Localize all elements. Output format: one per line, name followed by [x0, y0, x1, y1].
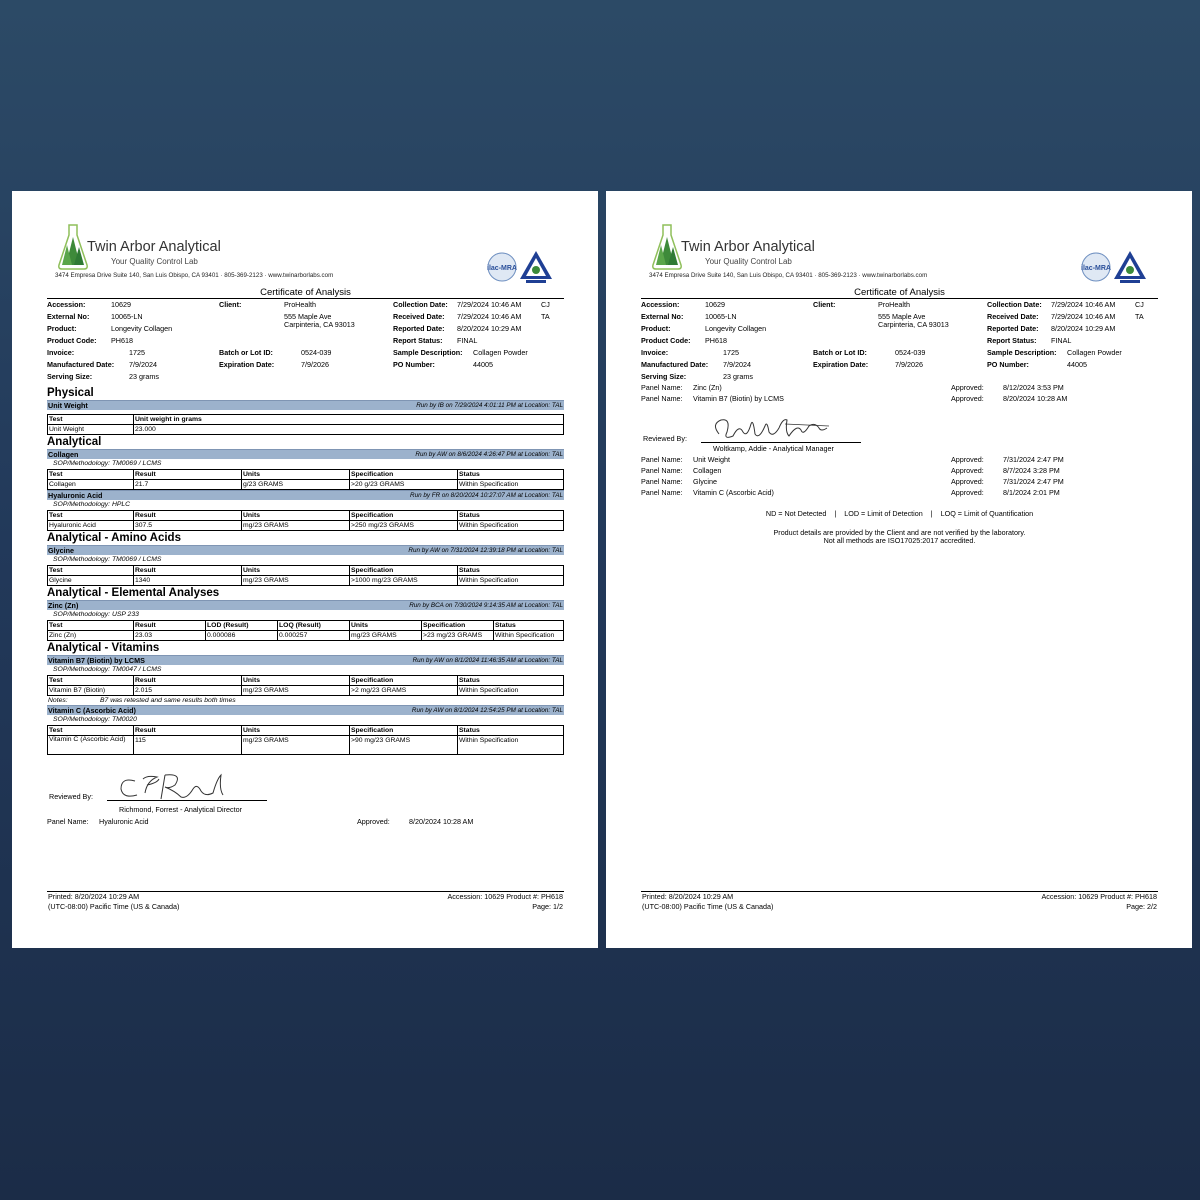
test-name: Vitamin B7 (Biotin) by LCMS	[48, 656, 145, 665]
col-header: Status	[458, 676, 564, 686]
col-header: Units	[242, 676, 350, 686]
cell: 2.015	[134, 686, 242, 696]
value: 7/9/2024	[723, 360, 751, 369]
timezone: (UTC-08:00) Pacific Time (US & Canada)	[642, 902, 774, 911]
cell: >250 mg/23 GRAMS	[350, 521, 458, 531]
test-notes	[47, 696, 564, 705]
panel-row	[641, 395, 1158, 406]
label: Received Date:	[393, 312, 445, 321]
cell: Within Specification	[458, 521, 564, 531]
sop-method: SOP/Methodology: TM0069 / LCMS	[53, 556, 162, 563]
section-physical: Physical	[47, 387, 94, 399]
col-header: Status	[458, 470, 564, 480]
table-row	[48, 521, 564, 531]
value: 8/20/2024 10:29 AM	[457, 324, 522, 333]
cell: mg/23 GRAMS	[242, 686, 350, 696]
notes-text: B7 was retested and same results both times	[100, 697, 236, 704]
approved-date: 7/31/2024 2:47 PM	[1003, 477, 1064, 486]
col-header: Test	[48, 726, 134, 736]
label: Reported Date:	[987, 324, 1039, 333]
col-header: Result	[134, 511, 242, 521]
cell: Vitamin B7 (Biotin)	[48, 686, 134, 696]
value: Carpinteria, CA 93013	[878, 320, 949, 329]
panel-label: Panel Name:	[641, 455, 683, 464]
label: Product Code:	[641, 336, 691, 345]
col-header: Units	[242, 511, 350, 521]
value: FINAL	[1051, 336, 1072, 345]
test-name: Unit Weight	[48, 401, 88, 410]
col-header: Status	[458, 566, 564, 576]
col-header: Result	[134, 470, 242, 480]
value: Longevity Collagen	[111, 324, 173, 333]
table-header	[48, 470, 564, 480]
col-header: Unit weight in grams	[134, 415, 564, 425]
cell: Hyaluronic Acid	[48, 521, 134, 531]
cell: Within Specification	[494, 631, 564, 641]
label: Batch or Lot ID:	[219, 348, 273, 357]
value: 44005	[1067, 360, 1087, 369]
label: Report Status:	[393, 336, 443, 345]
cell: >23 mg/23 GRAMS	[422, 631, 494, 641]
label: Sample Description:	[987, 348, 1057, 357]
cell: Within Specification	[458, 576, 564, 586]
cell: mg/23 GRAMS	[242, 521, 350, 531]
timezone: (UTC-08:00) Pacific Time (US & Canada)	[48, 902, 180, 911]
label: Batch or Lot ID:	[813, 348, 867, 357]
approved-label: Approved:	[951, 477, 984, 486]
value: 10629	[111, 300, 131, 309]
cell: mg/23 GRAMS	[350, 631, 422, 641]
table-row	[48, 631, 564, 641]
signature-icon	[709, 414, 839, 444]
value: 7/29/2024 10:46 AM	[457, 312, 522, 321]
reviewer-name: Woltkamp, Addie - Analytical Manager	[713, 444, 834, 453]
footer-accession: Accession: 10629 Product #: PH618	[447, 892, 563, 901]
cell: Collagen	[48, 480, 134, 490]
label: Manufactured Date:	[641, 360, 709, 369]
approved-label: Approved:	[951, 383, 984, 392]
test-bar-hyaluronic	[47, 490, 564, 500]
cell: 23.000	[134, 425, 564, 435]
label: Received Date:	[987, 312, 1039, 321]
section-amino-acids: Analytical - Amino Acids	[47, 532, 181, 544]
panel-row	[641, 489, 1158, 500]
value: 10629	[705, 300, 725, 309]
page-footer	[641, 891, 1158, 917]
reviewed-by-label: Reviewed By:	[49, 792, 93, 801]
sample-info	[641, 300, 1158, 386]
label: Manufactured Date:	[47, 360, 115, 369]
flask-tree-logo-icon	[651, 221, 683, 273]
coa-page-1	[12, 191, 598, 948]
cell: Within Specification	[458, 686, 564, 696]
approved-label: Approved:	[951, 466, 984, 475]
lab-header	[641, 191, 1158, 291]
lab-header	[47, 191, 564, 291]
value: TA	[541, 312, 550, 321]
value: 1725	[723, 348, 739, 357]
lab-address: 3474 Empresa Drive Suite 140, San Luis Obispo, CA 93401 · 805-369-2123 · www.twinarborlabs.com	[649, 272, 928, 279]
cell: 115	[134, 736, 242, 755]
panel-label: Panel Name:	[641, 488, 683, 497]
approved-label: Approved:	[951, 488, 984, 497]
label: Sample Description:	[393, 348, 463, 357]
value: 44005	[473, 360, 493, 369]
run-info: Run by AW on 8/1/2024 11:46:35 AM at Location: TAL	[412, 657, 563, 664]
reviewed-by-label: Reviewed By:	[643, 434, 687, 443]
cell: 0.000257	[278, 631, 350, 641]
label: Serving Size:	[641, 372, 687, 381]
label: Client:	[219, 300, 242, 309]
label: External No:	[641, 312, 684, 321]
label: Collection Date:	[393, 300, 448, 309]
panel-name: Unit Weight	[693, 455, 731, 464]
cell: >20 g/23 GRAMS	[350, 480, 458, 490]
printed-date: Printed: 8/20/2024 10:29 AM	[48, 892, 140, 901]
results-table-hyaluronic	[47, 510, 564, 531]
table-header	[48, 511, 564, 521]
value: 23 grams	[129, 372, 159, 381]
col-header: Test	[48, 511, 134, 521]
sop-method: SOP/Methodology: TM0020	[53, 716, 137, 723]
label: PO Number:	[393, 360, 435, 369]
value: 23 grams	[723, 372, 753, 381]
results-table-zinc	[47, 620, 564, 641]
panel-label: Panel Name:	[641, 466, 683, 475]
value: Collagen Powder	[473, 348, 528, 357]
label: Invoice:	[641, 348, 669, 357]
label: Expiration Date:	[813, 360, 869, 369]
table-header	[48, 621, 564, 631]
document-title: Certificate of Analysis	[47, 287, 564, 299]
panel-label: Panel Name:	[641, 394, 683, 403]
cell: Unit Weight	[48, 425, 134, 435]
col-header: Test	[48, 470, 134, 480]
approval-block	[641, 384, 1158, 546]
cell: Within Specification	[458, 480, 564, 490]
col-header: Result	[134, 566, 242, 576]
label: Accession:	[47, 300, 86, 309]
value: CJ	[1135, 300, 1144, 309]
value: CJ	[541, 300, 550, 309]
lab-name: Twin Arbor Analytical	[87, 239, 221, 255]
col-header: Result	[134, 676, 242, 686]
sample-info	[47, 300, 564, 386]
table-row	[48, 736, 564, 755]
col-header: Status	[458, 511, 564, 521]
table-row	[48, 576, 564, 586]
disclaimer-line-2: Not all methods are ISO17025:2017 accredited.	[823, 536, 976, 546]
col-header: Test	[48, 621, 134, 631]
value: Collagen Powder	[1067, 348, 1122, 357]
value: Longevity Collagen	[705, 324, 767, 333]
cell: 21.7	[134, 480, 242, 490]
value: 7/9/2026	[895, 360, 923, 369]
cell: mg/23 GRAMS	[242, 576, 350, 586]
table-row	[48, 686, 564, 696]
document-title: Certificate of Analysis	[641, 287, 1158, 299]
value: 7/9/2024	[129, 360, 157, 369]
label: Invoice:	[47, 348, 75, 357]
panel-label: Panel Name:	[47, 817, 89, 826]
value: ProHealth	[878, 300, 910, 309]
review-block	[47, 771, 564, 841]
label: Client:	[813, 300, 836, 309]
col-header: Specification	[350, 470, 458, 480]
col-header: LOD (Result)	[206, 621, 278, 631]
test-bar-unit-weight	[47, 400, 564, 410]
approved-label: Approved:	[951, 455, 984, 464]
flask-tree-logo-icon	[57, 221, 89, 273]
col-header: Test	[48, 676, 134, 686]
value: 7/29/2024 10:46 AM	[1051, 312, 1116, 321]
accreditation-logos-icon	[486, 249, 556, 285]
label: Report Status:	[987, 336, 1037, 345]
value: 555 Maple Ave	[878, 312, 926, 321]
col-header: Result	[134, 621, 206, 631]
col-header: Units	[242, 470, 350, 480]
panel-name: Vitamin B7 (Biotin) by LCMS	[693, 394, 784, 403]
signature-icon	[117, 771, 237, 803]
lab-tagline: Your Quality Control Lab	[111, 257, 198, 266]
table-header	[48, 566, 564, 576]
value: TA	[1135, 312, 1144, 321]
section-analytical: Analytical	[47, 436, 102, 448]
section-elemental: Analytical - Elemental Analyses	[47, 587, 220, 599]
col-header: Specification	[350, 566, 458, 576]
col-header: Status	[458, 726, 564, 736]
col-header: Units	[242, 726, 350, 736]
test-name: Vitamin C (Ascorbic Acid)	[48, 706, 136, 715]
lab-address: 3474 Empresa Drive Suite 140, San Luis Obispo, CA 93401 · 805-369-2123 · www.twinarborlabs.com	[55, 272, 334, 279]
ilac-mra-mark: ilac-MRA	[1081, 265, 1111, 272]
value: 7/29/2024 10:46 AM	[1051, 300, 1116, 309]
approved-label: Approved:	[951, 394, 984, 403]
test-bar-vitamin-c	[47, 705, 564, 715]
sop-method: SOP/Methodology: TM0069 / LCMS	[53, 460, 162, 467]
value: 8/20/2024 10:29 AM	[1051, 324, 1116, 333]
label: Serving Size:	[47, 372, 93, 381]
cell: >2 mg/23 GRAMS	[350, 686, 458, 696]
notes-label: Notes:	[48, 697, 68, 704]
cell: 307.5	[134, 521, 242, 531]
section-vitamins: Analytical - Vitamins	[47, 642, 160, 654]
sop-method: SOP/Methodology: HPLC	[53, 501, 131, 508]
value: PH618	[111, 336, 133, 345]
run-info: Run by BCA on 7/30/2024 9:14:35 AM at Location: TAL	[409, 602, 563, 609]
results-table-collagen	[47, 469, 564, 490]
cell: mg/23 GRAMS	[242, 736, 350, 755]
panel-name: Hyaluronic Acid	[99, 817, 149, 826]
run-info: Run by IB on 7/29/2024 4:01:11 PM at Location: TAL	[416, 402, 563, 409]
cell: 1340	[134, 576, 242, 586]
col-header: Status	[494, 621, 564, 631]
cell: >90 mg/23 GRAMS	[350, 736, 458, 755]
panel-label: Panel Name:	[641, 477, 683, 486]
cell: >1000 mg/23 GRAMS	[350, 576, 458, 586]
reviewer-signature-block	[641, 414, 1158, 456]
approved-date: 8/20/2024 10:28 AM	[1003, 394, 1068, 403]
col-header: Specification	[350, 726, 458, 736]
approved-label: Approved:	[357, 817, 390, 826]
page-footer	[47, 891, 564, 917]
printed-date: Printed: 8/20/2024 10:29 AM	[642, 892, 734, 901]
results-table-vitamin-c	[47, 725, 564, 755]
test-bar-biotin	[47, 655, 564, 665]
col-header: Result	[134, 726, 242, 736]
table-header	[48, 415, 564, 425]
test-name: Hyaluronic Acid	[48, 491, 103, 500]
label: Expiration Date:	[219, 360, 275, 369]
label: Product Code:	[47, 336, 97, 345]
table-row	[48, 425, 564, 435]
value: 1725	[129, 348, 145, 357]
test-name: Glycine	[48, 546, 74, 555]
results-table-unit-weight	[47, 414, 564, 435]
panel-name: Glycine	[693, 477, 717, 486]
run-info: Run by AW on 7/31/2024 12:39:18 PM at Location: TAL	[408, 547, 563, 554]
label: External No:	[47, 312, 90, 321]
cell: Within Specification	[458, 736, 564, 755]
value: 0524-039	[895, 348, 926, 357]
lab-name: Twin Arbor Analytical	[681, 239, 815, 255]
col-header: Specification	[422, 621, 494, 631]
accreditation-logos-icon	[1080, 249, 1150, 285]
col-header: Units	[242, 566, 350, 576]
test-bar-zinc	[47, 600, 564, 610]
panel-row	[641, 467, 1158, 478]
abbreviation-legend: ND = Not Detected | LOD = Limit of Detection | LOQ = Limit of Quantification	[765, 509, 1034, 518]
results-table-biotin	[47, 675, 564, 696]
panel-name: Zinc (Zn)	[693, 383, 722, 392]
approved-date: 8/7/2024 3:28 PM	[1003, 466, 1060, 475]
cell: Vitamin C (Ascorbic Acid)	[48, 736, 134, 755]
col-header: Test	[48, 566, 134, 576]
value: ProHealth	[284, 300, 316, 309]
col-header: Units	[350, 621, 422, 631]
value: 10065-LN	[705, 312, 737, 321]
approved-date: 8/12/2024 3:53 PM	[1003, 383, 1064, 392]
cell: Zinc (Zn)	[48, 631, 134, 641]
test-name: Collagen	[48, 450, 79, 459]
col-header: Specification	[350, 676, 458, 686]
label: Product:	[47, 324, 77, 333]
value: PH618	[705, 336, 727, 345]
lab-tagline: Your Quality Control Lab	[705, 257, 792, 266]
value: FINAL	[457, 336, 478, 345]
value: 7/29/2024 10:46 AM	[457, 300, 522, 309]
page-number: Page: 1/2	[532, 902, 563, 911]
results-table-glycine	[47, 565, 564, 586]
cell: 23.03	[134, 631, 206, 641]
sop-method: SOP/Methodology: USP 233	[53, 611, 139, 618]
cell: Glycine	[48, 576, 134, 586]
panel-name: Vitamin C (Ascorbic Acid)	[693, 488, 774, 497]
page-number: Page: 2/2	[1126, 902, 1157, 911]
table-header	[48, 726, 564, 736]
col-header: Test	[48, 415, 134, 425]
panel-name: Collagen	[693, 466, 722, 475]
label: PO Number:	[987, 360, 1029, 369]
label: Accession:	[641, 300, 680, 309]
value: Carpinteria, CA 93013	[284, 320, 355, 329]
approved-date: 8/1/2024 2:01 PM	[1003, 488, 1060, 497]
test-bar-collagen	[47, 449, 564, 459]
value: 10065-LN	[111, 312, 143, 321]
label: Product:	[641, 324, 671, 333]
approved-date: 7/31/2024 2:47 PM	[1003, 455, 1064, 464]
footer-accession: Accession: 10629 Product #: PH618	[1041, 892, 1157, 901]
value: 555 Maple Ave	[284, 312, 332, 321]
label: Reported Date:	[393, 324, 445, 333]
disclaimer-line-1: Product details are provided by the Client and are not verified by the laboratory.	[773, 527, 1026, 537]
table-row	[48, 480, 564, 490]
reviewer-name: Richmond, Forrest - Analytical Director	[119, 805, 243, 814]
test-bar-glycine	[47, 545, 564, 555]
coa-page-2	[606, 191, 1192, 948]
run-info: Run by FR on 8/20/2024 10:27:07 AM at Location: TAL	[410, 492, 563, 499]
value: 7/9/2026	[301, 360, 329, 369]
col-header: Specification	[350, 511, 458, 521]
run-info: Run by AW on 8/1/2024 12:54:25 PM at Location: TAL	[411, 707, 563, 714]
cell: 0.000086	[206, 631, 278, 641]
test-name: Zinc (Zn)	[48, 601, 79, 610]
approved-date: 8/20/2024 10:28 AM	[409, 817, 474, 826]
ilac-mra-mark: ilac-MRA	[487, 265, 517, 272]
table-header	[48, 676, 564, 686]
cell: g/23 GRAMS	[242, 480, 350, 490]
run-info: Run by AW on 8/6/2024 4:26:47 PM at Location: TAL	[415, 451, 563, 458]
sop-method: SOP/Methodology: TM0047 / LCMS	[53, 666, 162, 673]
label: Collection Date:	[987, 300, 1042, 309]
value: 0524-039	[301, 348, 332, 357]
col-header: LOQ (Result)	[278, 621, 350, 631]
panel-label: Panel Name:	[641, 383, 683, 392]
